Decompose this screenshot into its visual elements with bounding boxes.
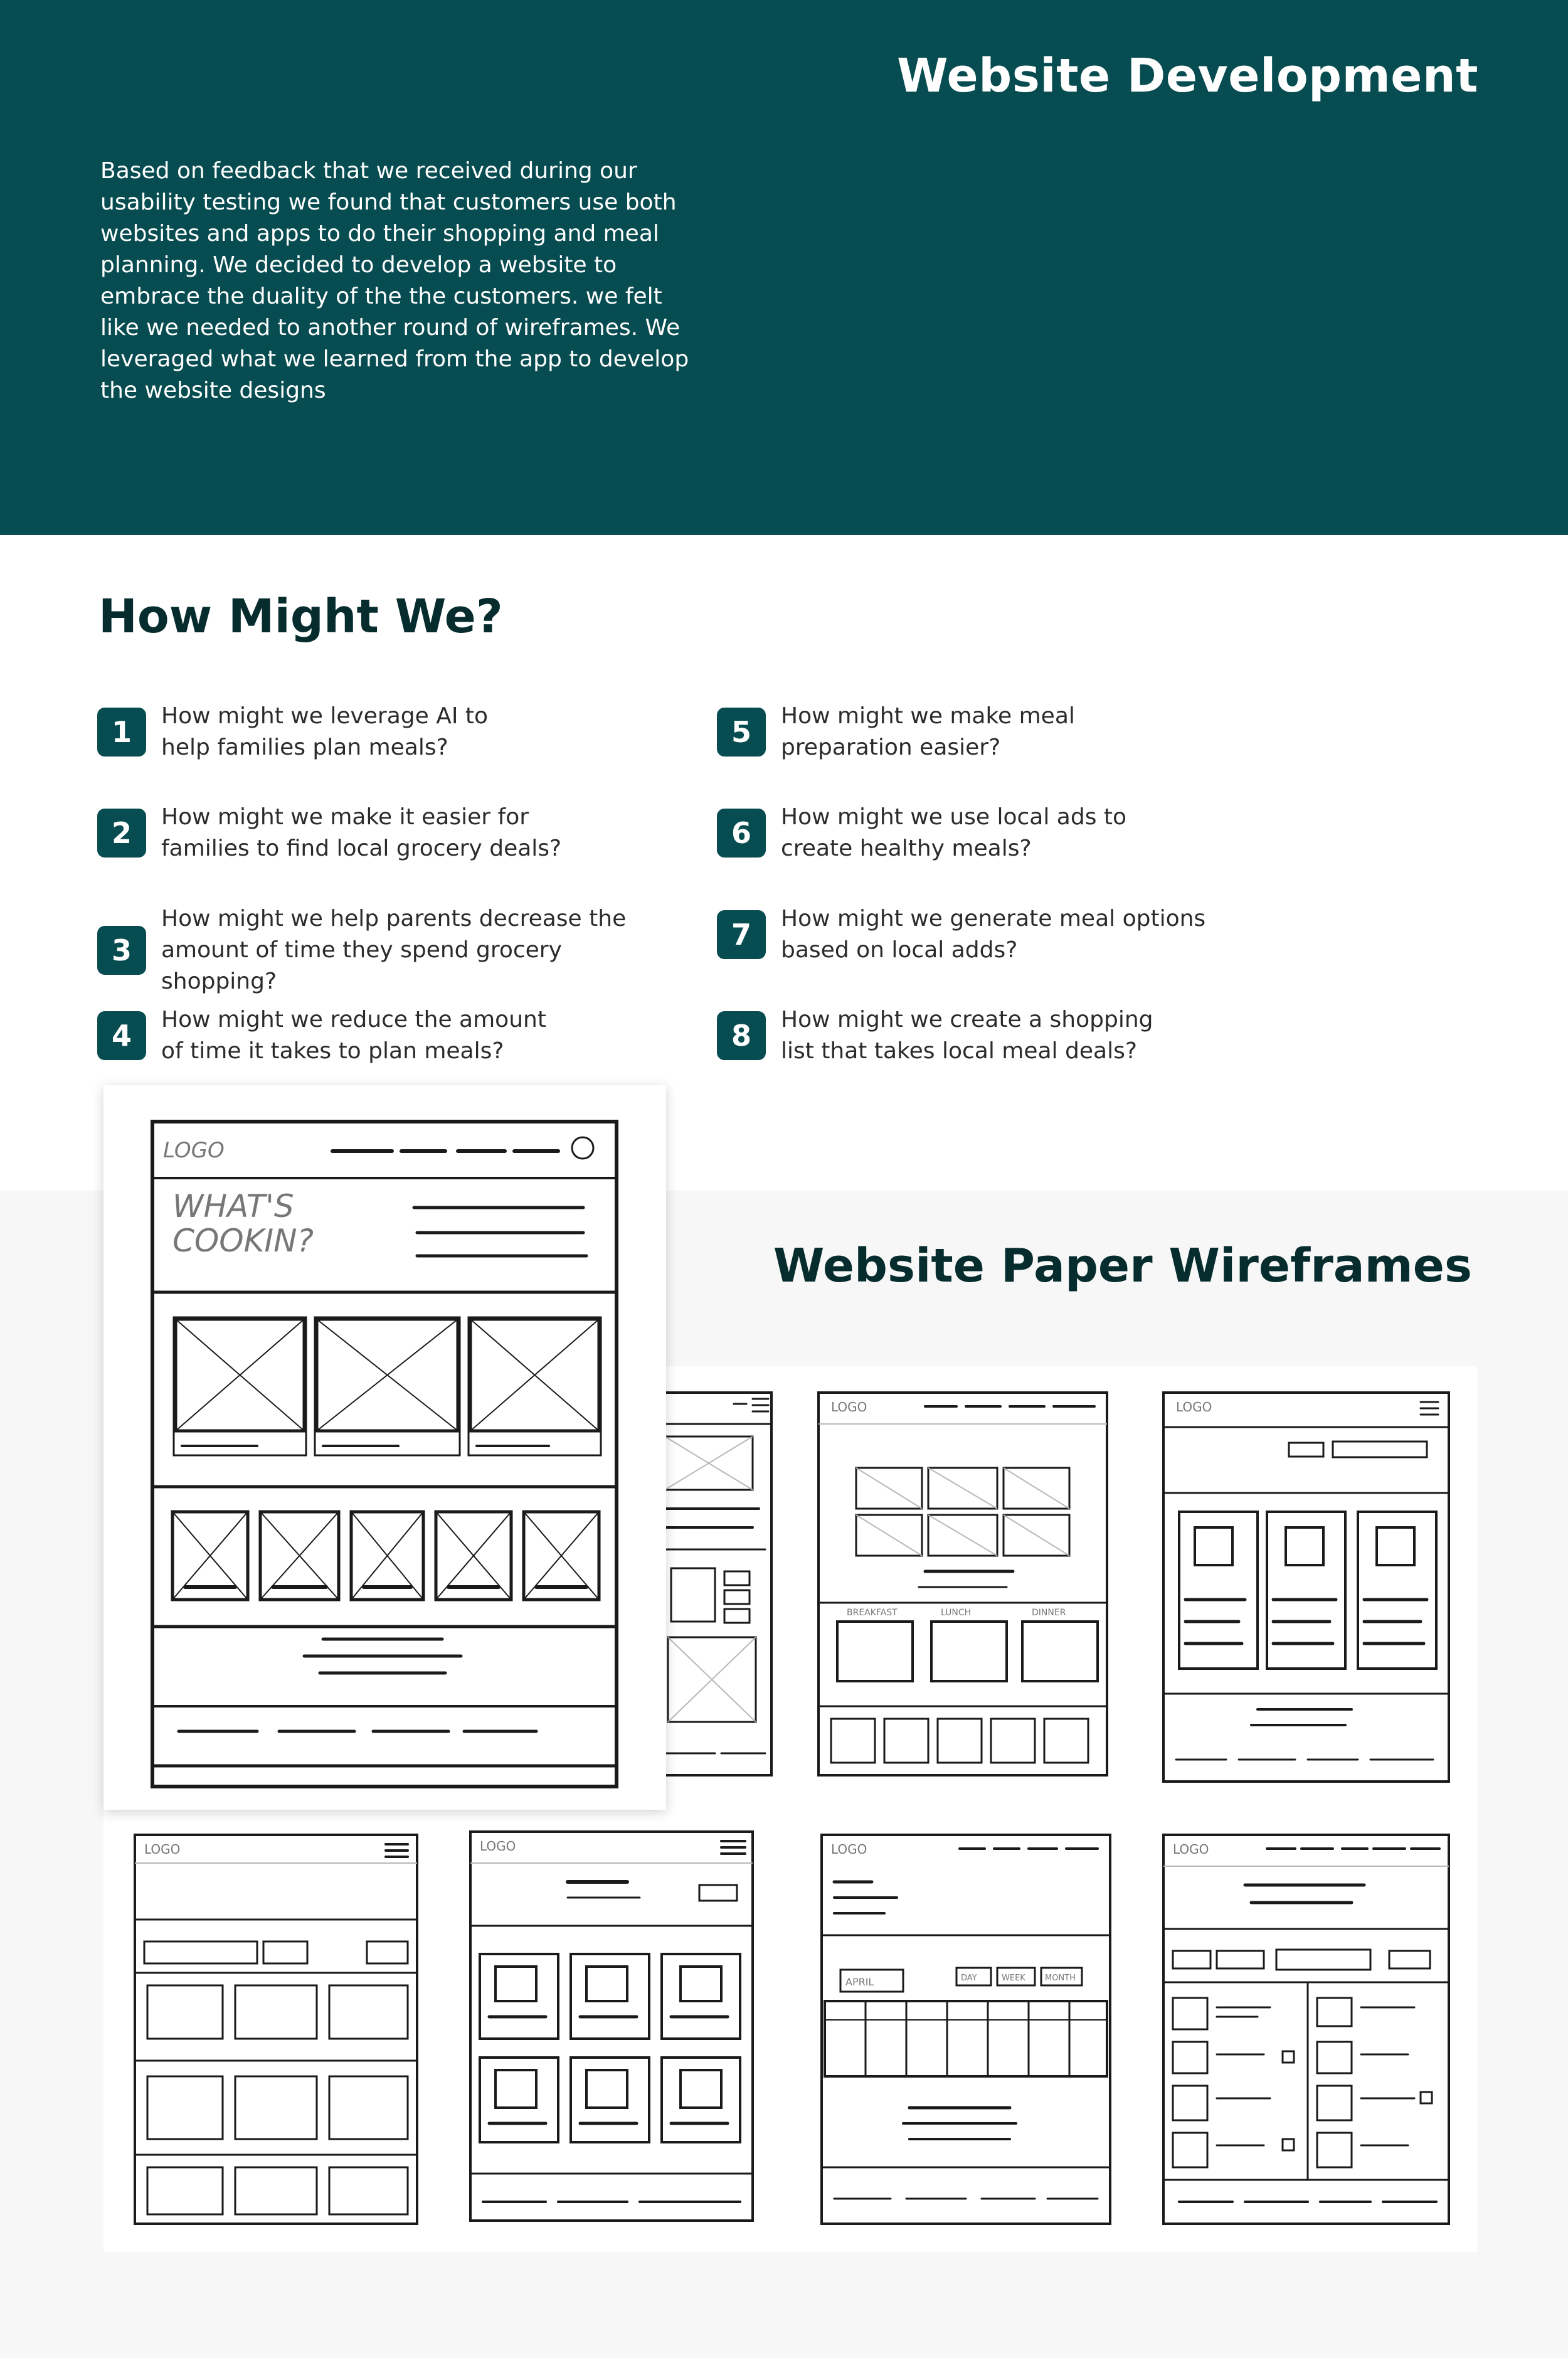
wireframe-sketch-recipe-grid [464, 1825, 759, 2227]
question-text: How might we leverage AI to help families plan meals? [161, 703, 489, 760]
sketch-logo-label: LOGO [831, 1842, 867, 1857]
wireframe-sketch-meal-calendar [815, 1829, 1116, 2230]
hmw-question [717, 802, 1132, 864]
sketch-logo-label: LOGO [1173, 1842, 1209, 1857]
how-might-we-title: How Might We? [98, 590, 503, 644]
hmw-question [97, 701, 500, 763]
sketch-logo-label: LOGO [163, 1138, 225, 1163]
question-number-badge: 6 [717, 809, 766, 858]
sketch-headline-line1: WHAT'S [172, 1188, 294, 1224]
question-text: How might we generate meal options based on local adds? [781, 906, 1206, 963]
wireframe-sketch-partial [652, 1386, 778, 1782]
question-text: How might we create a shopping list that takes local meal deals? [781, 1007, 1153, 1064]
question-number-badge: 5 [717, 708, 766, 757]
sketch-month-toggle: MONTH [1045, 1973, 1076, 1983]
wireframe-sketch-search-results [129, 1829, 423, 2230]
wireframe-sketch-homepage [103, 1085, 666, 1810]
sketch-logo-label: LOGO [831, 1399, 867, 1415]
question-number-badge: 2 [97, 809, 146, 858]
sketch-dinner-label: DINNER [1032, 1608, 1066, 1618]
featured-wireframe-card [103, 1085, 666, 1810]
wireframe-sketch-shopping-list [1157, 1829, 1458, 2230]
hmw-question [717, 903, 1207, 966]
hmw-question [717, 701, 1082, 763]
question-number-badge: 4 [97, 1011, 146, 1060]
hmw-question [97, 802, 563, 864]
question-number-badge: 3 [97, 926, 146, 975]
wireframe-sketch-store-list [1157, 1386, 1458, 1788]
wireframe-sketch-meal-categories [812, 1386, 1113, 1782]
question-text: How might we help parents decrease the amount of time they spend grocery shopping? [161, 906, 627, 994]
sketch-week-toggle: WEEK [1002, 1973, 1025, 1983]
sketch-month-label: APRIL [845, 1976, 874, 1988]
sketch-day-toggle: DAY [961, 1973, 977, 1983]
intro-paragraph: Based on feedback that we received during our usability testing we found that customers use both websites and apps to do their shopping and meal planning. We decided to develop a website to embrace the duality of the the customers. we felt like we needed to another round of wireframes. We leveraged what we learned from the app to develop the website designs [100, 158, 689, 403]
sketch-logo-label: LOGO [1176, 1399, 1212, 1415]
question-text: How might we reduce the amount of time it takes to plan meals? [161, 1007, 546, 1064]
sketch-logo-label: LOGO [144, 1842, 181, 1857]
question-text: How might we make it easier for families to find local grocery deals? [161, 804, 562, 861]
question-text: How might we use local ads to create healthy meals? [781, 804, 1127, 861]
hmw-question [97, 1004, 569, 1067]
sketch-logo-label: LOGO [480, 1839, 516, 1854]
page-title: Website Development [897, 49, 1478, 103]
question-number-badge: 8 [717, 1011, 766, 1060]
sketch-breakfast-label: BREAKFAST [847, 1608, 898, 1618]
question-text: How might we make meal preparation easier? [781, 703, 1075, 760]
hero-section [0, 0, 1568, 535]
hmw-question [97, 903, 657, 997]
sketch-headline-line2: COOKIN? [172, 1223, 314, 1259]
question-number-badge: 1 [97, 708, 146, 757]
wireframes-title: Website Paper Wireframes [773, 1239, 1472, 1293]
hmw-question [717, 1004, 1182, 1067]
sketch-lunch-label: LUNCH [941, 1608, 972, 1618]
question-number-badge: 7 [717, 910, 766, 959]
